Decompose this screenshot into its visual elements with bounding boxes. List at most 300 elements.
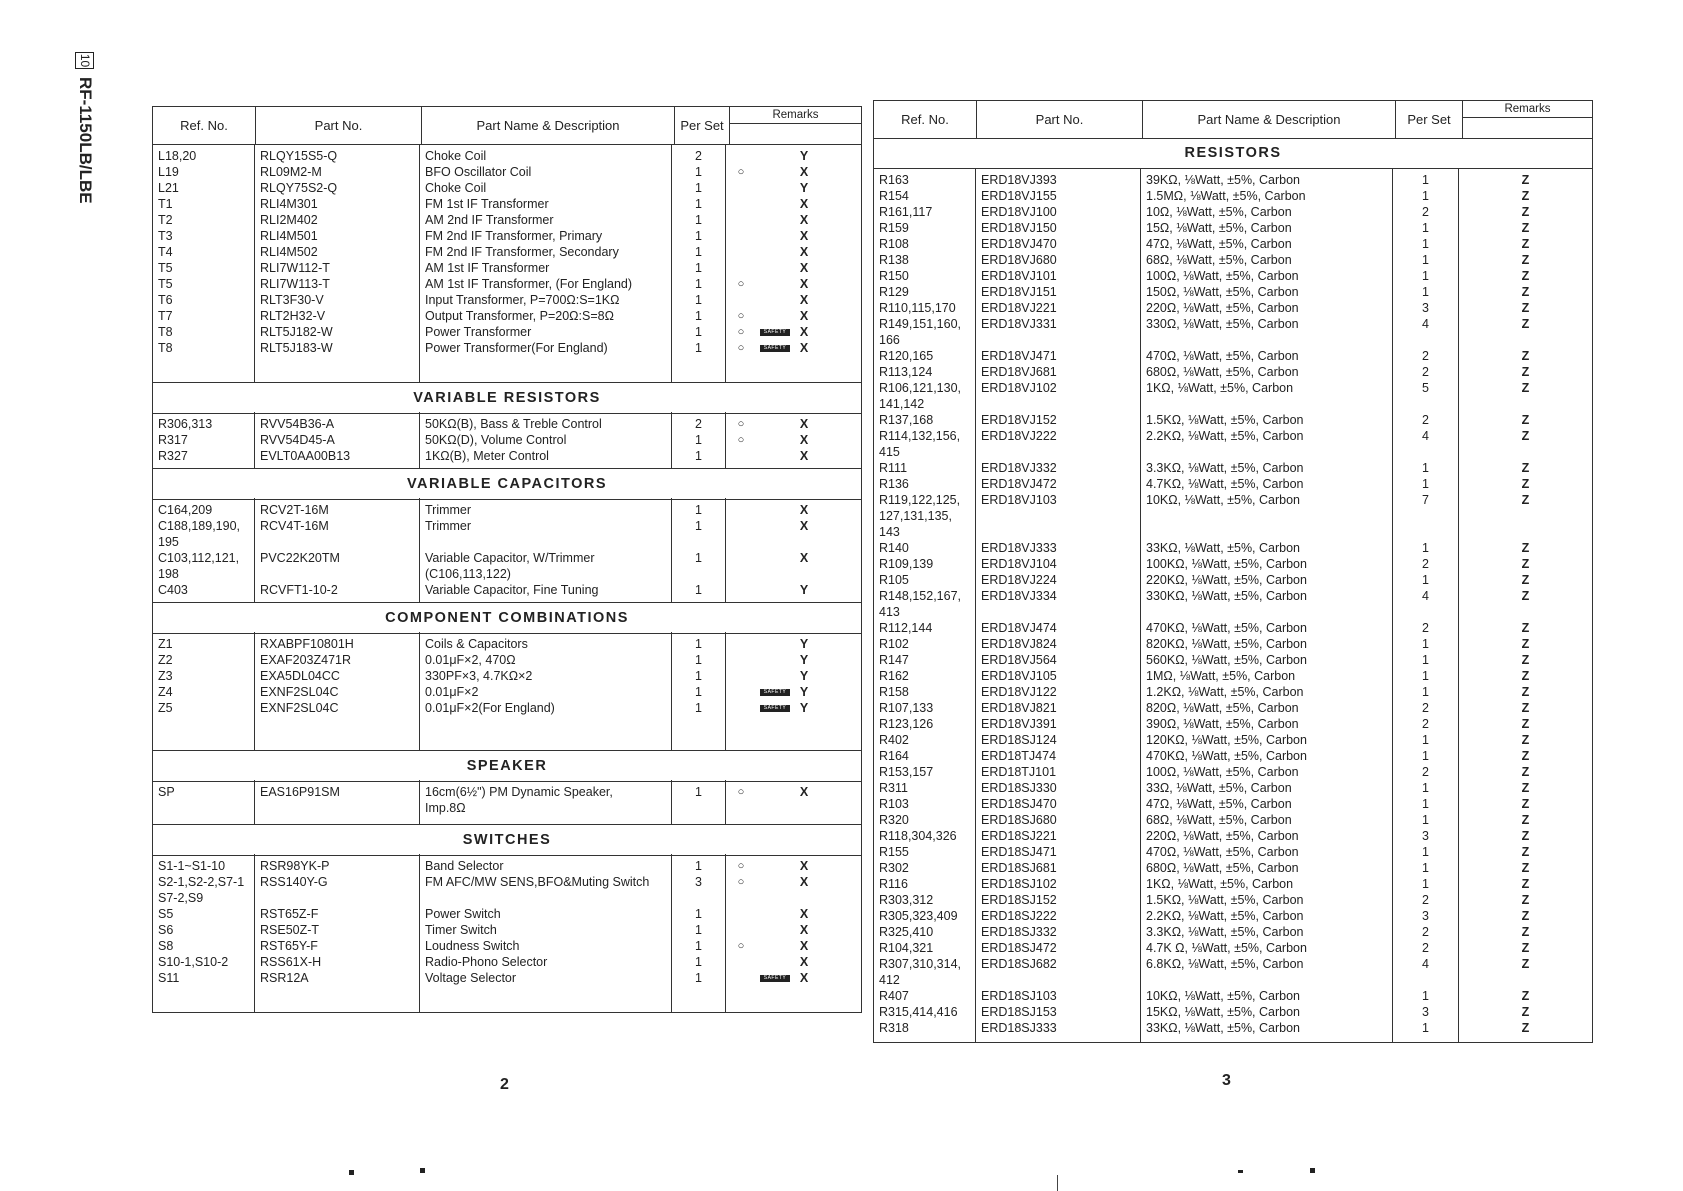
scan-mark (1238, 1170, 1243, 1173)
per-set-cell: 1 (1422, 813, 1429, 827)
part-cell: RSE50Z-T (260, 923, 320, 937)
desc-cell: 1KΩ, ⅛Watt, ±5%, Carbon (1146, 877, 1294, 891)
part-cell: ERD18SJ102 (981, 877, 1057, 891)
remark-code: X (799, 939, 809, 953)
part-cell: ERD18TJ101 (981, 765, 1057, 779)
remarks-cell: Z (1521, 717, 1530, 731)
remarks-cell (726, 340, 861, 356)
desc-cell: 100Ω, ⅛Watt, ±5%, Carbon (1146, 765, 1299, 779)
desc-cell: 3.3KΩ, ⅛Watt, ±5%, Carbon (1146, 925, 1304, 939)
remarks-cell: Z (1521, 829, 1530, 843)
part-cell: ERD18TJ474 (981, 749, 1057, 763)
per-set-cell: 2 (1422, 205, 1429, 219)
part-cell (255, 890, 419, 906)
remarks-cell: Z (1521, 621, 1530, 635)
safety-mark-slot (756, 448, 794, 464)
desc-cell: 1.5MΩ, ⅛Watt, ±5%, Carbon (1146, 189, 1306, 203)
column-per (672, 780, 726, 824)
desc-cell (420, 534, 671, 550)
ref-cell: 143 (879, 525, 900, 539)
remarks-cell: Z (1521, 781, 1530, 795)
ref-cell: R140 (879, 541, 909, 555)
part-cell: ERD18SJ103 (981, 989, 1057, 1003)
desc-cell: 47Ω, ⅛Watt, ±5%, Carbon (1146, 237, 1292, 251)
per-set-cell (672, 534, 725, 550)
per-set-cell: 1 (695, 341, 702, 355)
remarks-cell (726, 308, 861, 324)
remarks-cell (1459, 444, 1592, 460)
remark-code: X (799, 955, 809, 969)
remark-circle: ○ (737, 342, 745, 354)
part-cell: RLT2H32-V (260, 309, 326, 323)
ref-cell: R120,165 (879, 349, 934, 363)
safety-mark-icon: SAFETY (760, 689, 790, 696)
per-set-cell: 1 (695, 685, 702, 699)
remarks-cell: Z (1521, 1005, 1530, 1019)
remark-code: X (799, 229, 809, 243)
per-set-cell (1393, 972, 1458, 988)
per-set-cell: 1 (1422, 1021, 1429, 1035)
desc-cell (420, 890, 671, 906)
remarks-cell: Z (1521, 269, 1530, 283)
part-cell: ERD18VJ100 (981, 205, 1057, 219)
section-title: RESISTORS (874, 138, 1592, 169)
part-cell: RLQY15S5-Q (260, 149, 338, 163)
remarks-cell: Z (1521, 701, 1530, 715)
ref-cell: S8 (158, 939, 174, 953)
remark-code: X (799, 293, 809, 307)
per-set-cell: 1 (1422, 653, 1429, 667)
part-cell: RSR12A (260, 971, 309, 985)
desc-cell: Input Transformer, P=700Ω:S=1KΩ (425, 293, 620, 307)
ref-cell: Z3 (158, 669, 173, 683)
ref-cell: R136 (879, 477, 909, 491)
per-set-cell: 1 (1422, 253, 1429, 267)
ref-cell: R107,133 (879, 701, 934, 715)
part-cell: ERD18VJ471 (981, 349, 1057, 363)
per-set-cell: 1 (695, 519, 702, 533)
part-cell: EVLT0AA00B13 (260, 449, 351, 463)
part-cell: RLT5J183-W (260, 341, 333, 355)
column-rem (726, 498, 861, 602)
per-set-cell (1393, 332, 1458, 348)
column-desc (420, 632, 672, 750)
column-desc (1141, 168, 1393, 1042)
safety-mark-slot (756, 534, 794, 550)
desc-cell: 1.2KΩ, ⅛Watt, ±5%, Carbon (1146, 685, 1304, 699)
remarks-cell (726, 448, 861, 464)
remark-circle (726, 906, 756, 922)
ref-cell: S1-1~S1-10 (158, 859, 226, 873)
per-set-cell: 2 (1422, 717, 1429, 731)
column-rem (726, 780, 861, 824)
safety-mark-slot (756, 652, 794, 668)
part-cell (976, 604, 1140, 620)
section-title: VARIABLE CAPACITORS (153, 468, 861, 500)
desc-cell: 470Ω, ⅛Watt, ±5%, Carbon (1146, 349, 1299, 363)
header-part: Part No. (977, 101, 1143, 138)
column-ref (153, 854, 255, 1012)
ref-cell: T5 (158, 277, 173, 291)
header-ref: Ref. No. (153, 107, 256, 144)
ref-cell: Z4 (158, 685, 173, 699)
desc-cell: 4.7K Ω, ⅛Watt, ±5%, Carbon (1146, 941, 1307, 955)
safety-mark-slot (756, 308, 794, 324)
remarks-cell (1459, 604, 1592, 620)
ref-cell: T4 (158, 245, 173, 259)
remark-circle (726, 636, 756, 652)
part-cell: RST65Y-F (260, 939, 318, 953)
part-cell: ERD18SJ472 (981, 941, 1057, 955)
ref-cell: R104,321 (879, 941, 934, 955)
per-set-cell: 1 (1422, 541, 1429, 555)
remark-code: Y (799, 637, 809, 651)
ref-cell: T7 (158, 309, 173, 323)
part-cell: ERD18SJ470 (981, 797, 1057, 811)
remark-code: Y (799, 653, 809, 667)
per-set-cell: 1 (1422, 845, 1429, 859)
remarks-cell (726, 954, 861, 970)
ref-cell: R159 (879, 221, 909, 235)
remarks-cell (726, 502, 861, 518)
per-set-cell: 1 (695, 669, 702, 683)
desc-cell (1141, 332, 1392, 348)
part-cell (976, 972, 1140, 988)
remarks-cell: Z (1521, 205, 1530, 219)
ref-cell: R108 (879, 237, 909, 251)
remark-code: X (799, 449, 809, 463)
part-cell: RCV4T-16M (260, 519, 329, 533)
part-cell: ERD18VJ472 (981, 477, 1057, 491)
safety-mark-icon: SAFETY (760, 345, 790, 352)
remarks-cell (726, 938, 861, 954)
part-cell: EXNF2SL04C (260, 685, 339, 699)
remarks-cell (726, 874, 861, 890)
ref-cell: R302 (879, 861, 909, 875)
desc-cell: 68Ω, ⅛Watt, ±5%, Carbon (1146, 813, 1292, 827)
per-set-cell: 1 (1422, 237, 1429, 251)
ref-cell: R162 (879, 669, 909, 683)
part-cell: RL09M2-M (260, 165, 322, 179)
ref-cell: R111 (879, 461, 908, 475)
desc-cell: 1.5KΩ, ⅛Watt, ±5%, Carbon (1146, 413, 1304, 427)
remarks-cell (726, 890, 861, 906)
part-cell: ERD18VJ222 (981, 429, 1057, 443)
desc-cell: 220Ω, ⅛Watt, ±5%, Carbon (1146, 301, 1299, 315)
ref-cell: R123,126 (879, 717, 934, 731)
safety-mark-slot (756, 324, 794, 340)
desc-cell: FM 2nd IF Transformer, Primary (425, 229, 603, 243)
remark-code: X (799, 971, 809, 985)
remark-code: X (799, 309, 809, 323)
per-set-cell: 4 (1422, 317, 1429, 331)
header-per-set: Per Set (675, 107, 730, 144)
ref-cell: 413 (879, 605, 900, 619)
part-cell: ERD18VJ224 (981, 573, 1057, 587)
per-set-cell: 1 (695, 701, 702, 715)
desc-cell: Trimmer (425, 519, 472, 533)
part-cell: RVV54B36-A (260, 417, 335, 431)
remark-circle: ○ (737, 326, 745, 338)
remark-code: X (799, 277, 809, 291)
safety-mark-slot (756, 800, 794, 816)
part-cell: RXABPF10801H (260, 637, 354, 651)
desc-cell: Trimmer (425, 503, 472, 517)
per-set-cell: 1 (1422, 749, 1429, 763)
remarks-cell: Z (1521, 285, 1530, 299)
desc-cell: AM 2nd IF Transformer (425, 213, 554, 227)
per-set-cell: 1 (695, 637, 702, 651)
desc-cell: Power Switch (425, 907, 501, 921)
scan-mark (349, 1170, 354, 1175)
scan-line (1057, 1175, 1058, 1191)
desc-cell: 39KΩ, ⅛Watt, ±5%, Carbon (1146, 173, 1301, 187)
part-cell: ERD18SJ680 (981, 813, 1057, 827)
ref-cell: R154 (879, 189, 909, 203)
desc-cell: 50KΩ(D), Volume Control (425, 433, 567, 447)
remark-circle (726, 502, 756, 518)
desc-cell: 16cm(6½") PM Dynamic Speaker, (425, 785, 613, 799)
remarks-cell: Z (1521, 381, 1530, 395)
remarks-cell: Z (1521, 349, 1530, 363)
remarks-cell: Z (1521, 957, 1530, 971)
desc-cell: 820Ω, ⅛Watt, ±5%, Carbon (1146, 701, 1299, 715)
desc-cell: BFO Oscillator Coil (425, 165, 532, 179)
remarks-cell: Z (1521, 893, 1530, 907)
ref-cell: T5 (158, 261, 173, 275)
per-set-cell: 1 (1422, 221, 1429, 235)
column-rem (726, 412, 861, 468)
ref-cell: R137,168 (879, 413, 934, 427)
part-cell: ERD18VJ105 (981, 669, 1057, 683)
ref-cell: R102 (879, 637, 909, 651)
remark-circle: ○ (737, 786, 745, 798)
per-set-cell: 2 (1422, 413, 1429, 427)
part-cell: RLT5J182-W (260, 325, 333, 339)
desc-cell: 2.2KΩ, ⅛Watt, ±5%, Carbon (1146, 429, 1304, 443)
per-set-cell (1393, 508, 1458, 524)
desc-cell: 680Ω, ⅛Watt, ±5%, Carbon (1146, 861, 1299, 875)
remarks-cell (726, 164, 861, 180)
safety-mark-slot (756, 784, 794, 800)
per-set-cell (672, 890, 725, 906)
remarks-cell: Z (1521, 733, 1530, 747)
remark-code: X (799, 417, 809, 431)
ref-cell: Z1 (158, 637, 173, 651)
remarks-cell: Z (1521, 317, 1530, 331)
remark-circle: ○ (737, 310, 745, 322)
ref-cell: R149,151,160, (879, 317, 962, 331)
column-desc (420, 498, 672, 602)
part-cell: EXAF203Z471R (260, 653, 352, 667)
part-cell: RSR98YK-P (260, 859, 330, 873)
per-set-cell: 1 (695, 261, 702, 275)
per-set-cell: 1 (695, 503, 702, 517)
remarks-cell (726, 276, 861, 292)
header-remarks (730, 107, 861, 144)
desc-cell: FM 1st IF Transformer (425, 197, 549, 211)
remark-code (794, 534, 814, 550)
column-part (255, 498, 420, 602)
per-set-cell: 1 (1422, 861, 1429, 875)
per-set-cell: 1 (695, 449, 702, 463)
desc-cell: 100KΩ, ⅛Watt, ±5%, Carbon (1146, 557, 1307, 571)
remark-code: X (799, 165, 809, 179)
per-set-cell: 1 (695, 277, 702, 291)
desc-cell: Variable Capacitor, Fine Tuning (425, 583, 599, 597)
part-cell: ERD18SJ330 (981, 781, 1057, 795)
ref-cell: 195 (158, 535, 179, 549)
remark-circle (726, 922, 756, 938)
desc-cell (1141, 396, 1392, 412)
safety-mark-slot (756, 196, 794, 212)
per-set-cell (1393, 604, 1458, 620)
remark-circle (726, 890, 756, 906)
header-remarks (1463, 101, 1592, 138)
remarks-cell: Z (1521, 845, 1530, 859)
column-desc (420, 780, 672, 824)
column-ref (153, 412, 255, 468)
part-cell: ERD18SJ471 (981, 845, 1057, 859)
desc-cell: 15KΩ, ⅛Watt, ±5%, Carbon (1146, 1005, 1301, 1019)
part-cell: ERD18VJ102 (981, 381, 1057, 395)
column-ref (153, 498, 255, 602)
section-title: COMPONENT COMBINATIONS (153, 602, 861, 634)
safety-mark-slot (756, 668, 794, 684)
desc-cell: 1KΩ, ⅛Watt, ±5%, Carbon (1146, 381, 1294, 395)
remarks-cell (1459, 508, 1592, 524)
remark-circle (726, 954, 756, 970)
ref-cell: R320 (879, 813, 909, 827)
section-title: SPEAKER (153, 750, 861, 782)
remark-code: X (799, 261, 809, 275)
desc-cell: 10KΩ, ⅛Watt, ±5%, Carbon (1146, 989, 1301, 1003)
ref-cell: R119,122,125, (879, 493, 961, 507)
desc-cell: 1.5KΩ, ⅛Watt, ±5%, Carbon (1146, 893, 1304, 907)
desc-cell: 330Ω, ⅛Watt, ±5%, Carbon (1146, 317, 1299, 331)
per-set-cell: 1 (1422, 269, 1429, 283)
safety-mark-slot (756, 970, 794, 986)
desc-cell: 68Ω, ⅛Watt, ±5%, Carbon (1146, 253, 1292, 267)
desc-cell: 0.01μF×2(For England) (425, 701, 555, 715)
remark-code: X (799, 325, 809, 339)
ref-cell: R113,124 (879, 365, 933, 379)
column-ref (153, 144, 255, 382)
safety-mark-slot (756, 148, 794, 164)
ref-cell: L18,20 (158, 149, 197, 163)
per-set-cell: 1 (695, 309, 702, 323)
safety-mark-slot (756, 636, 794, 652)
per-set-cell: 1 (695, 939, 702, 953)
column-part (255, 144, 420, 382)
ref-cell: T8 (158, 341, 173, 355)
per-set-cell: 1 (1422, 685, 1429, 699)
remark-circle (726, 534, 756, 550)
remarks-cell (726, 534, 861, 550)
part-cell: RLI4M501 (260, 229, 318, 243)
per-set-cell: 2 (1422, 557, 1429, 571)
ref-cell: R138 (879, 253, 909, 267)
header-ref: Ref. No. (874, 101, 977, 138)
desc-cell: 0.01μF×2, 470Ω (425, 653, 516, 667)
remarks-cell: Z (1521, 493, 1530, 507)
per-set-cell: 1 (1422, 877, 1429, 891)
remark-code (794, 800, 814, 816)
remark-circle (726, 684, 756, 700)
desc-cell: 220KΩ, ⅛Watt, ±5%, Carbon (1146, 573, 1307, 587)
safety-mark-icon: SAFETY (760, 975, 790, 982)
part-cell: ERD18VJ151 (981, 285, 1057, 299)
remarks-cell (726, 784, 861, 800)
safety-mark-slot (756, 292, 794, 308)
remark-circle (726, 292, 756, 308)
ref-cell: 141,142 (879, 397, 925, 411)
per-set-cell: 4 (1422, 957, 1429, 971)
ref-cell: S7-2,S9 (158, 891, 204, 905)
table-header (874, 101, 1592, 139)
desc-cell: Output Transformer, P=20Ω:S=8Ω (425, 309, 614, 323)
ref-cell: R114,132,156, (879, 429, 961, 443)
ref-cell: R163 (879, 173, 909, 187)
remark-code: X (799, 433, 809, 447)
part-cell: RLI4M301 (260, 197, 318, 211)
ref-cell: R129 (879, 285, 909, 299)
part-cell: RLT3F30-V (260, 293, 324, 307)
remarks-cell: Z (1521, 189, 1530, 203)
per-set-cell: 1 (695, 229, 702, 243)
ref-cell: S2-1,S2-2,S7-1 (158, 875, 245, 889)
remark-code: Y (799, 669, 809, 683)
part-cell: ERD18SJ333 (981, 1021, 1057, 1035)
part-cell (255, 800, 419, 816)
remarks-cell: Z (1521, 221, 1530, 235)
desc-cell: 100Ω, ⅛Watt, ±5%, Carbon (1146, 269, 1299, 283)
remarks-cell: Z (1521, 413, 1530, 427)
ref-cell: R109,139 (879, 557, 934, 571)
safety-mark-slot (756, 938, 794, 954)
ref-cell: C403 (158, 583, 188, 597)
remark-circle (726, 668, 756, 684)
desc-cell: Power Transformer (425, 325, 532, 339)
remark-circle: ○ (737, 418, 745, 430)
ref-cell: R105 (879, 573, 909, 587)
remarks-cell (726, 324, 861, 340)
part-cell (976, 396, 1140, 412)
ref-cell: C103,112,121, (158, 551, 240, 565)
section-title: VARIABLE RESISTORS (153, 382, 861, 414)
ref-cell: 166 (879, 333, 900, 347)
column-per (672, 412, 726, 468)
desc-cell: 680Ω, ⅛Watt, ±5%, Carbon (1146, 365, 1299, 379)
part-cell: ERD18VJ680 (981, 253, 1057, 267)
desc-cell (1141, 972, 1392, 988)
per-set-cell: 1 (695, 325, 702, 339)
per-set-cell: 2 (1422, 941, 1429, 955)
safety-mark-slot (756, 550, 794, 566)
ref-cell: R150 (879, 269, 909, 283)
ref-cell: R327 (158, 449, 188, 463)
remark-circle: ○ (737, 876, 745, 888)
per-set-cell: 1 (1422, 989, 1429, 1003)
remark-code: Y (799, 685, 809, 699)
desc-cell: Choke Coil (425, 181, 487, 195)
remarks-cell (726, 292, 861, 308)
desc-cell: (C106,113,122) (425, 567, 511, 581)
remarks-cell (726, 566, 861, 582)
safety-mark-slot (756, 566, 794, 582)
part-cell: ERD18VJ393 (981, 173, 1057, 187)
part-cell (976, 508, 1140, 524)
